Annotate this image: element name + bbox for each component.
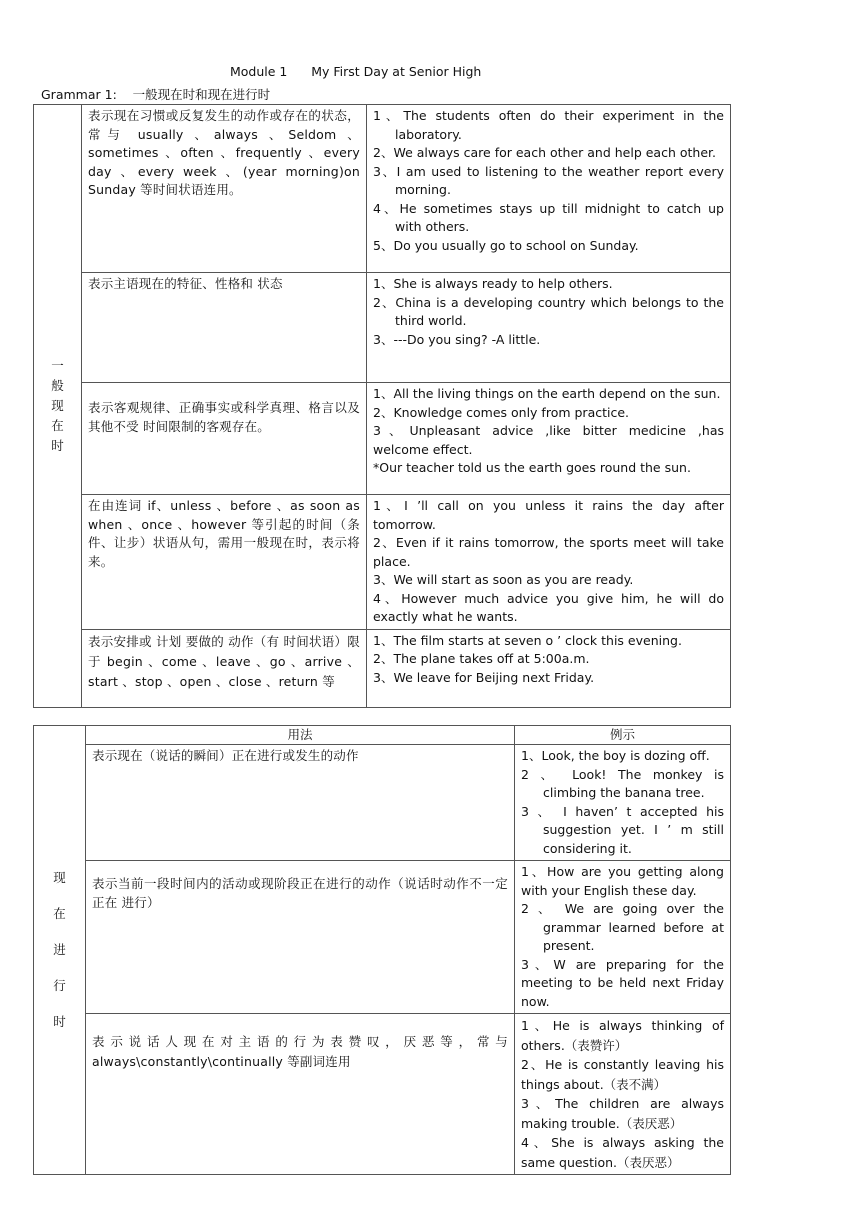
usage-cell: 表示现在（说话的瞬间）正在进行或发生的动作 [86,745,515,861]
example-sentence: 3、---Do you sing? -A little. [373,331,541,347]
example-sentence: 2、Knowledge comes only from practice. [373,404,630,420]
example-sentence: 1、Look, the boy is dozing off. [521,748,710,763]
example-sentence: 1、All the living things on the earth depend on the sun. [373,386,721,401]
example-sentence: 3、We leave for Beijing next Friday. [373,669,595,685]
example-sentence: 4、However much advice you give him, he will do exactly what he wants. [373,590,724,624]
examples-cell [367,629,731,707]
table-header-row [34,726,731,745]
example-sentence: 5、Do you usually go to school on Sunday. [373,237,639,253]
usage-cell: 在由连词 if、unless 、before 、as soon as when 、once 、however 等引起的时间（条件、让步）状语从句，需用一般现在时，表示将来。 [82,495,367,630]
usage-cell: 表示安排或 计划 要做的 动作（有 时间状语）限于 begin 、come 、leave 、go 、arrive 、start 、stop 、open 、close 、return 等 [82,629,367,707]
usage-cell: 表示主语现在的特征、性格和 状态 [82,273,367,383]
example-sentence: 3、The children are always making trouble.（表厌恶） [521,1096,724,1131]
example-sentence: 4、He sometimes stays up till midnight to catch up with others. [373,200,724,234]
example-sentence: 2、The plane takes off at 5:00a.m. [373,651,590,666]
example-sentence: 1、The film starts at seven o ’ clock this evening. [373,632,682,648]
example-sentence: 2、We always care for each other and help each other. [373,145,716,160]
example-sentence: 1、How are you getting along with your English these day. [521,864,724,898]
present-simple-side-label: 一 般 现 在 时 [34,105,82,708]
examples-cell [367,383,731,495]
examples-cell [515,1014,731,1175]
examples-cell [515,861,731,1014]
examples-cell [367,495,731,630]
examples-cell [367,105,731,273]
table-row [34,383,731,495]
table-row [34,495,731,630]
table-row [34,745,731,861]
examples-cell [367,273,731,383]
table-row [34,105,731,273]
examples-cell [515,745,731,861]
example-sentence: 2、He is constantly leaving his things about.（表不满） [521,1057,724,1092]
table-row [34,273,731,383]
present-continuous-side-label: 现 在 进 行 时 [34,726,86,1175]
usage-cell: 表示说话人现在对主语的行为表赞叹，厌恶等，常与 always\constantly\continually 等副词连用 [86,1014,515,1175]
page-title: Module 1 My First Day at Senior High [230,64,482,79]
example-sentence: 1、She is always ready to help others. [373,276,613,291]
example-sentence: 1、He is always thinking of others.（表赞许） [521,1018,724,1053]
usage-header: 用法 [86,726,515,745]
present-simple-table [33,104,731,708]
example-sentence: 3、W are preparing for the meeting to be held next Friday now. [521,956,724,1009]
table-row [34,861,731,1014]
example-sentence: 2 、 We are going over the grammar learned before at present. [521,901,724,953]
usage-cell: 表示现在习惯或反复发生的动作或存在的状态，常与 usually 、always 、Seldom 、sometimes 、often 、frequently 、every day 、every week 、(year morning)on Sunday 等时间状语连用。 [82,105,367,273]
table-row [34,629,731,707]
example-sentence: 2、Even if it rains tomorrow, the sports meet will take place. [373,535,724,569]
example-sentence: *Our teacher told us the earth goes round the sun. [373,460,691,475]
example-sentence: 3、I am used to listening to the weather report every morning. [373,163,724,197]
table-row [34,1014,731,1175]
section-title: Grammar 1: 一般现在时和现在进行时 [41,87,271,102]
example-sentence: 2、China is a developing country which belongs to the third world. [373,294,724,328]
example-sentence: 3 、 I haven’ t accepted his suggestion yet. I ’ m still considering it. [521,803,724,856]
example-sentence: 2 、 Look! The monkey is climbing the banana tree. [521,766,724,800]
example-sentence: 1、I ’ll call on you unless it rains the day after tomorrow. [373,498,724,532]
example-sentence: 1、The students often do their experiment in the laboratory. [373,108,724,142]
usage-cell: 表示客观规律、正确事实或科学真理、格言以及其他不受 时间限制的客观存在。 [82,383,367,495]
example-sentence: 3、Unpleasant advice ,like bitter medicine ,has welcome effect. [373,423,724,457]
usage-cell: 表示当前一段时间内的活动或现阶段正在进行的动作（说话时动作不一定正在 进行） [86,861,515,1014]
present-continuous-table [33,725,731,1175]
example-sentence: 4、She is always asking the same question.（表厌恶） [521,1135,724,1170]
example-sentence: 3、We will start as soon as you are ready. [373,572,634,587]
examples-header: 例示 [515,726,731,745]
